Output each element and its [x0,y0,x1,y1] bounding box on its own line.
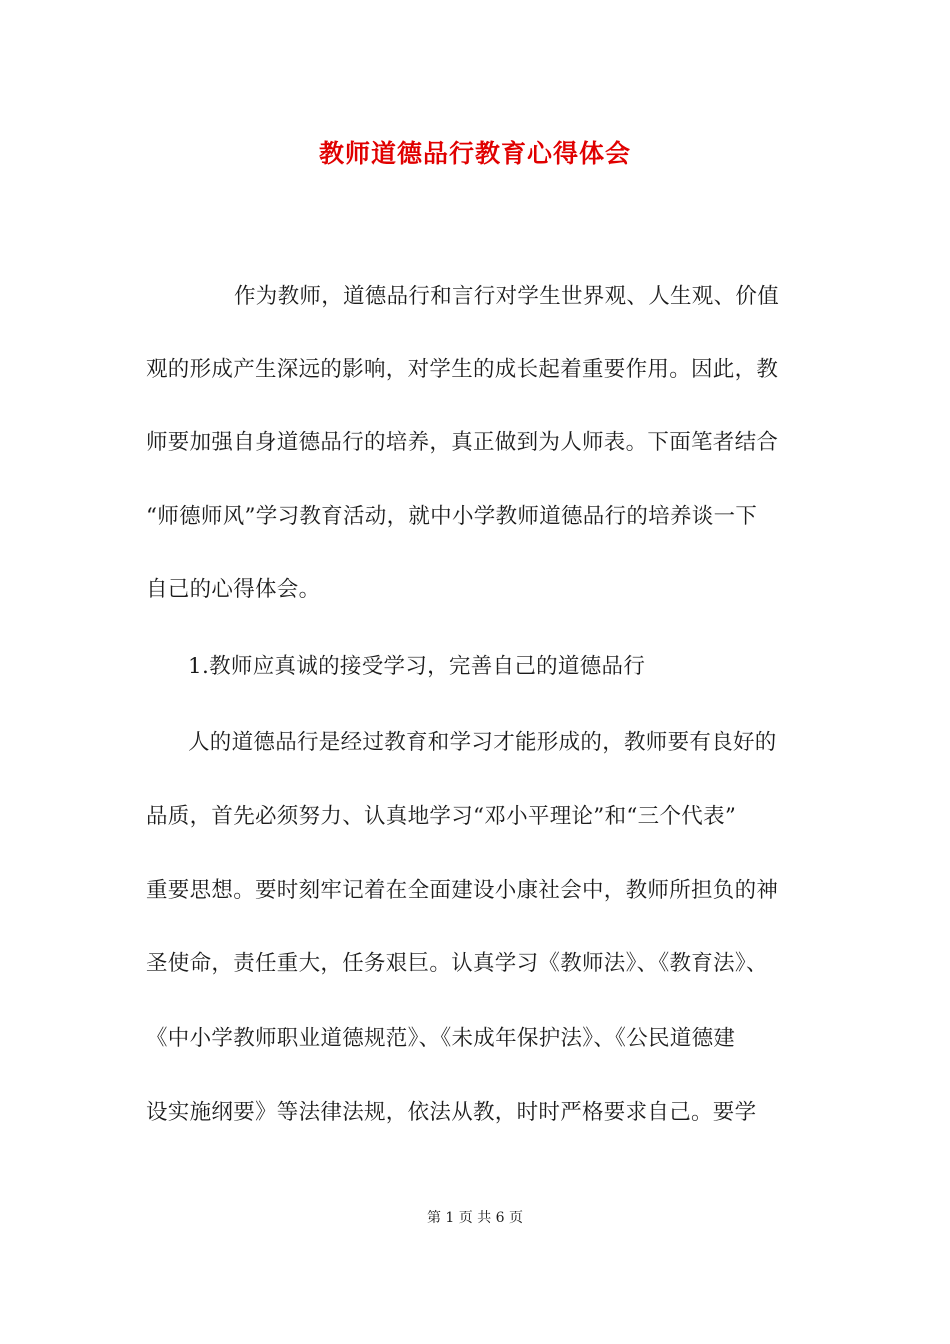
section-heading: 1.教师应真诚的接受学习，完善自己的道德品行 [188,654,646,679]
paragraph-line: 重要思想。要时刻牢记着在全面建设小康社会中，教师所担负的神 [146,878,779,903]
paragraph-line: 师要加强自身道德品行的培养，真正做到为人师表。下面笔者结合 [146,430,779,455]
paragraph-line: “师德师风”学习教育活动，就中小学教师道德品行的培养谈一下 [146,504,758,529]
paragraph-line: 《中小学教师职业道德规范》、《未成年保护法》、《公民道德建 [146,1026,736,1051]
paragraph-line: 自己的心得体会。 [146,577,321,602]
paragraph-line: 作为教师，道德品行和言行对学生世界观、人生观、价值 [234,284,780,309]
page-number-footer: 第 1 页 共 6 页 [426,1210,524,1226]
paragraph-line: 观的形成产生深远的影响，对学生的成长起着重要作用。因此，教 [146,357,779,382]
paragraph-line: 设实施纲要》等法律法规，依法从教，时时严格要求自己。要学 [146,1100,757,1125]
paragraph-line: 圣使命，责任重大，任务艰巨。认真学习《教师法》、《教育法》、 [146,951,768,976]
paragraph-line: 品质，首先必须努力、认真地学习“邓小平理论”和“三个代表” [146,804,737,829]
paragraph-line: 人的道德品行是经过教育和学习才能形成的，教师要有良好的 [188,730,777,755]
document-title: 教师道德品行教育心得体会 [318,139,631,168]
